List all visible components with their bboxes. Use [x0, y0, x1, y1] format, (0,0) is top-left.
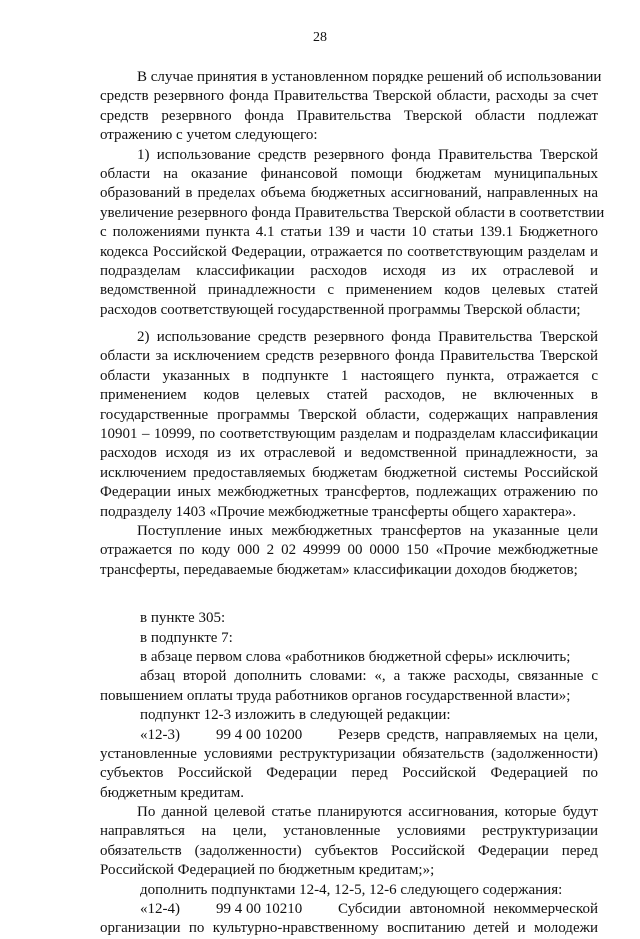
text-line: исключением предоставляемых бюджетам бюджетной системы Российской	[100, 464, 598, 481]
code-value: 99 4 00 10210	[216, 901, 303, 918]
text-line: абзац второй дополнить словами: «, а также расходы, связанные с	[140, 668, 598, 685]
text-line: увеличение резервного фонда Правительства Тверской области в соответствии	[100, 204, 605, 221]
text-line: обязательств (задолженности) субъектов Российской Федерации перед	[100, 842, 598, 859]
text-line: в подпункте 7:	[140, 629, 233, 646]
text-line: в абзаце первом слова «работников бюджетной сферы» исключить;	[140, 648, 571, 665]
text-line: 1) использование средств резервного фонда Правительства Тверской	[137, 146, 598, 163]
text-line: По данной целевой статье планируются ассигнования, которые будут	[137, 804, 598, 821]
text-line: 10901 – 10999, по соответствующим разделам и подразделам классификации	[100, 426, 598, 443]
code-entry-12-3	[100, 726, 598, 745]
text-line: отражению с учетом следующего:	[100, 127, 318, 144]
text-line: трансферты, передаваемые бюджетам» классификации доходов бюджетов;	[100, 561, 578, 578]
text-line: государственные программы Тверской области, содержащих направления	[100, 406, 598, 423]
code-value: 99 4 00 10200	[216, 726, 303, 743]
text-line: области на оказание финансовой помощи бюджетам муниципальных	[100, 165, 598, 182]
text-line: направляться на цели, установленные условиями реструктуризации	[100, 823, 598, 840]
text-line: образований в пределах объема бюджетных ассигнований, направленных на	[100, 185, 598, 202]
subitem-number: «12-4)	[140, 901, 180, 918]
text-line: повышением оплаты труда работников органов государственной власти»;	[100, 687, 571, 704]
text-line: бюджетным кредитам.	[100, 784, 244, 801]
text-line: средств резервного фонда Правительства Тверской области, расходы за счет	[100, 88, 598, 105]
text-line: применением кодов целевых статей расходов, не включенных в	[100, 387, 598, 404]
code-description: Субсидии автономной некоммерческой	[338, 901, 598, 918]
text-line: кодекса Российской Федерации, отражается по соответствующим разделам и	[100, 243, 598, 260]
text-line: 2) использование средств резервного фонда Правительства Тверской	[137, 329, 598, 346]
text-line: дополнить подпунктами 12-4, 12-5, 12-6 следующего содержания:	[140, 881, 563, 898]
text-line: Российской Федерацией по бюджетным кредитам;»;	[100, 862, 435, 879]
text-line: субъектов Российской Федерации перед Российской Федерацией по	[100, 765, 598, 782]
document-body	[100, 68, 605, 939]
text-line: подразделу 1403 «Прочие межбюджетные трансферты общего характера».	[100, 503, 577, 520]
text-line: расходов соответствующей государственной программы Тверской области;	[100, 301, 581, 318]
text-line: отражается по коду 000 2 02 49999 00 0000 150 «Прочие межбюджетные	[100, 542, 598, 559]
text-line: с положениями пункта 4.1 статьи 139 и части 10 статьи 139.1 Бюджетного	[100, 224, 598, 241]
text-line: в пункте 305:	[140, 610, 226, 627]
text-line: установленные условиями реструктуризации обязательств (задолженности)	[100, 745, 598, 762]
text-line: области указанных в подпункте 1 настоящего пункта, отражается с	[100, 367, 598, 384]
text-line: подпункт 12-3 изложить в следующей редакции:	[140, 707, 451, 724]
subitem-number: «12-3)	[140, 726, 180, 743]
text-line: ведомственной принадлежности с применением кодов целевых статей	[100, 282, 598, 299]
text-line: Федерации иных межбюджетных трансфертов, подлежащих отражению по	[100, 484, 598, 501]
text-line: Поступление иных межбюджетных трансфертов на указанные цели	[137, 522, 598, 539]
code-description: Резерв средств, направляемых на цели,	[338, 726, 598, 743]
text-line: организации по культурно-нравственному воспитанию детей и молодежи	[100, 920, 598, 937]
text-line: области за исключением средств резервного фонда Правительства Тверской	[100, 348, 598, 365]
text-line: расходов исходя из их отраслевой и ведомственной принадлежности, за	[100, 445, 598, 462]
text-line: В случае принятия в установленном порядке решений об использовании	[137, 69, 602, 85]
text-line: подразделам классификации расходов исходя из их отраслевой и	[100, 262, 598, 279]
text-line: средств резервного фонда Правительства Тверской области подлежат	[100, 107, 598, 124]
page-number: 28	[313, 30, 327, 45]
code-entry-12-4	[100, 900, 598, 919]
